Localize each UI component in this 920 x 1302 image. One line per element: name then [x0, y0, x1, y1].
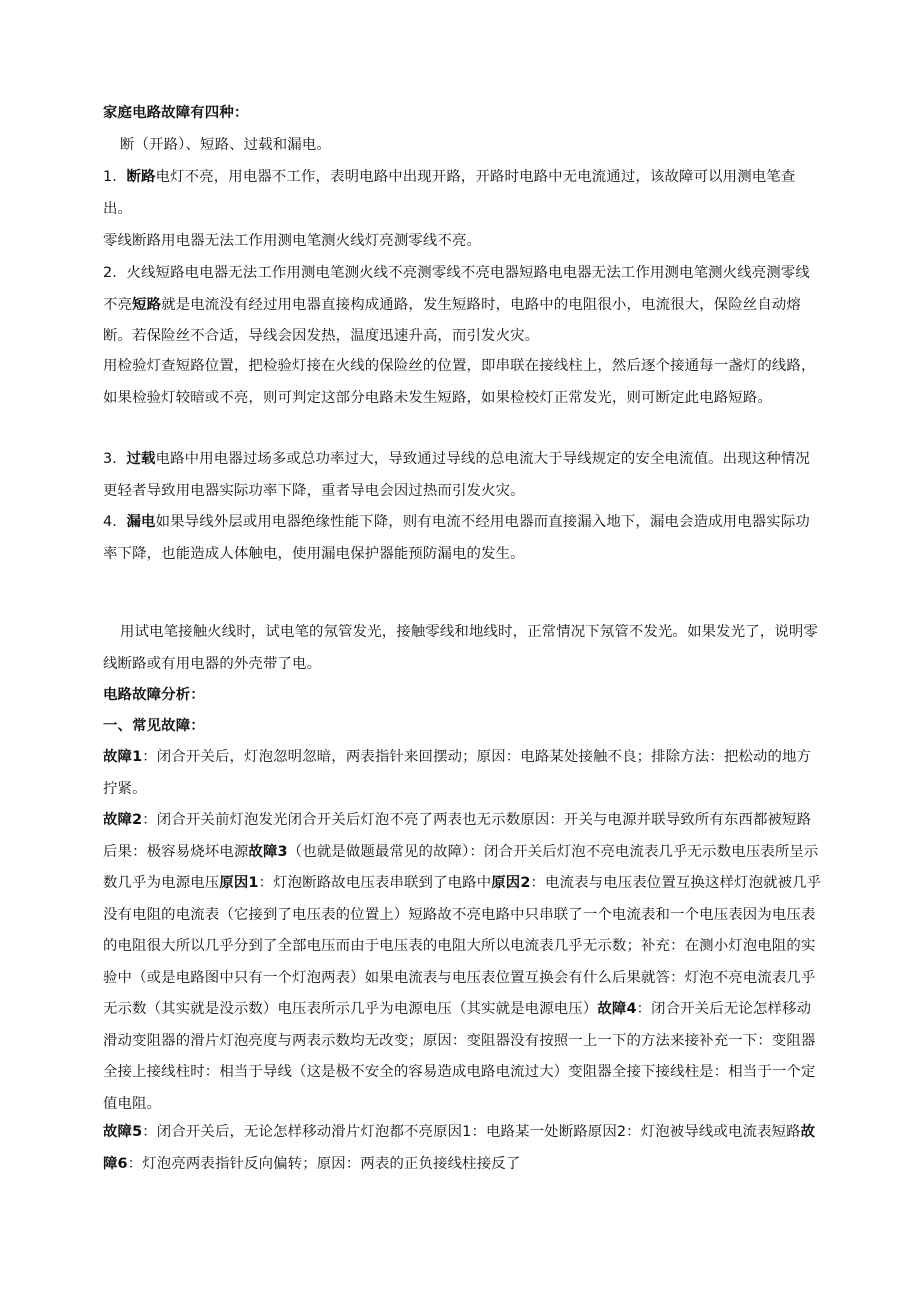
fault-4-label: 故障4: [597, 1001, 637, 1017]
term-leakage: 漏电: [126, 514, 156, 530]
item-number: 4.: [103, 514, 118, 530]
item-number: 3.: [103, 451, 118, 467]
intro-paragraph: 断（开路）、短路、过载和漏电。: [120, 137, 331, 153]
fault-3-text: （也就是做题最常见的故障）：闭合开关后灯泡不亮电流表几乎无示数电压表所呈示数几乎为电源电压: [103, 843, 819, 891]
fault-1-paragraph: [103, 742, 823, 805]
fault-3-label: 故障3: [248, 843, 288, 860]
reason-1-text: ：灯泡断路故电压表串联到了电路中: [258, 875, 492, 891]
reason-1-label: 原因1: [219, 875, 259, 891]
term-overload: 过载: [126, 451, 156, 467]
reason-2-label: 原因2: [491, 875, 531, 891]
fault-item-2: [103, 258, 823, 353]
fault-4-text: ：闭合开关后无论怎样移动滑动变阻器的滑片灯泡亮度与两表示数均无改变；原因：变阻器没有按照一上一下的方法来接补充一下：变阻器全接上接线柱时：相当于导线（这是极不安全的容易造成电路电流过大）变阻器全接下接线柱是：相当于一个定值电阻。: [103, 1001, 816, 1112]
tester-paragraph: 用试电笔接触火线时，试电笔的氖管发光，接触零线和地线时，正常情况下氖管不发光。如果发光了，说明零线断路或有用电器的外壳带了电。: [103, 624, 818, 672]
item-text: 电路中用电器过场多或总功率过大，导致通过导线的总电流大于导线规定的安全电流值。出现这种情况更轻者导致用电器实际功率下降，重者导电会因过热而引发火灾。: [103, 451, 810, 499]
fault-5-label: 故障5: [103, 1124, 143, 1140]
lamp-check-paragraph: 用检验灯查短路位置，把检验灯接在火线的保险丝的位置，即串联在接线柱上，然后逐个接通每一盏灯的线路，如果检验灯较暗或不亮，则可判定这部分电路未发生短路，如果检校灯正常发光，则可断定此电路短路。: [103, 358, 816, 406]
fault-item-4: [103, 507, 823, 570]
heading-common-faults: 一、常见故障：: [103, 718, 205, 734]
item-text: 电灯不亮，用电器不工作，表明电路中出现开路，开路时电路中无电流通过，该故障可以用测电笔查出。: [103, 169, 796, 217]
fault-5-6-paragraph: [103, 1117, 823, 1180]
fault-6-label: 故障6: [103, 1124, 816, 1172]
fault-5-text: ：闭合开关后，无论怎样移动滑片灯泡都不亮原因1：电路某一处断路原因2：灯泡被导线或电流表短路: [142, 1124, 801, 1140]
heading-fault-analysis: 电路故障分析：: [103, 687, 205, 703]
fault-1-text: ：闭合开关后，灯泡忽明忽暗，两表指针来回摆动；原因：电路某处接触不良；排除方法：把松动的地方拧紧。: [103, 749, 812, 797]
fault-2-label: 故障2: [103, 812, 143, 828]
item-text: 就是电流没有经过用电器直接构成通路，发生短路时，电路中的电阻很小，电流很大，保险丝自动熔断。若保险丝不合适，导线会因发热，温度迅速升高，而引发火灾。: [103, 296, 801, 344]
heading-four-faults: 家庭电路故障有四种：: [103, 105, 249, 121]
term-short-circuit: 短路: [132, 296, 162, 313]
fault-item-1: [103, 162, 823, 225]
fault-1-label: 故障1: [103, 749, 143, 765]
fault-6-text: ：灯泡亮两表指针反向偏转；原因：两表的正负接线柱接反了: [127, 1155, 521, 1172]
item-lead: 火线短路电电器无法工作用测电笔测火线不亮测零线不亮电器短路电电器无法工作用测电笔测火线亮测零线不亮: [103, 265, 810, 313]
item-text: 如果导线外层或用电器绝缘性能下降，则有电流不经用电器而直接漏入地下，漏电会造成用电器实际功率下降，也能造成人体触电，使用漏电保护器能预防漏电的发生。: [103, 514, 810, 562]
item-number: 2.: [103, 265, 118, 281]
fault-2-6-paragraph: [103, 805, 823, 1120]
reason-2-text: ：电流表与电压表位置互换这样灯泡就被几乎没有电阻的电流表（它接到了电压表的位置上）短路故不亮电路中只串联了一个电流表和一个电压表因为电压表的电阻很大所以几乎分到了全部电压而由于电压表的电阻大所以电流表几乎无示数；补充：在测小灯泡电阻的实验中（或是电路图中只有一个灯泡两表）如果电流表与电压表位置互换会有什么后果就答：灯泡不亮电流表几乎无示数（其实就是没示数）电压表所示几乎为电源电压（其实就是电源电压）: [103, 875, 822, 1017]
fault-2-text: ：闭合开关前灯泡发光闭合开关后灯泡不亮了两表也无示数原因：开关与电源并联导致所有东西都被短路后果：极容易烧坏电源: [103, 812, 812, 860]
item-number: 1.: [103, 169, 118, 185]
fault-item-3: [103, 444, 823, 507]
neutral-break-paragraph: 零线断路用电器无法工作用测电笔测火线灯亮测零线不亮。: [103, 233, 482, 249]
term-open-circuit: 断路: [126, 169, 156, 185]
